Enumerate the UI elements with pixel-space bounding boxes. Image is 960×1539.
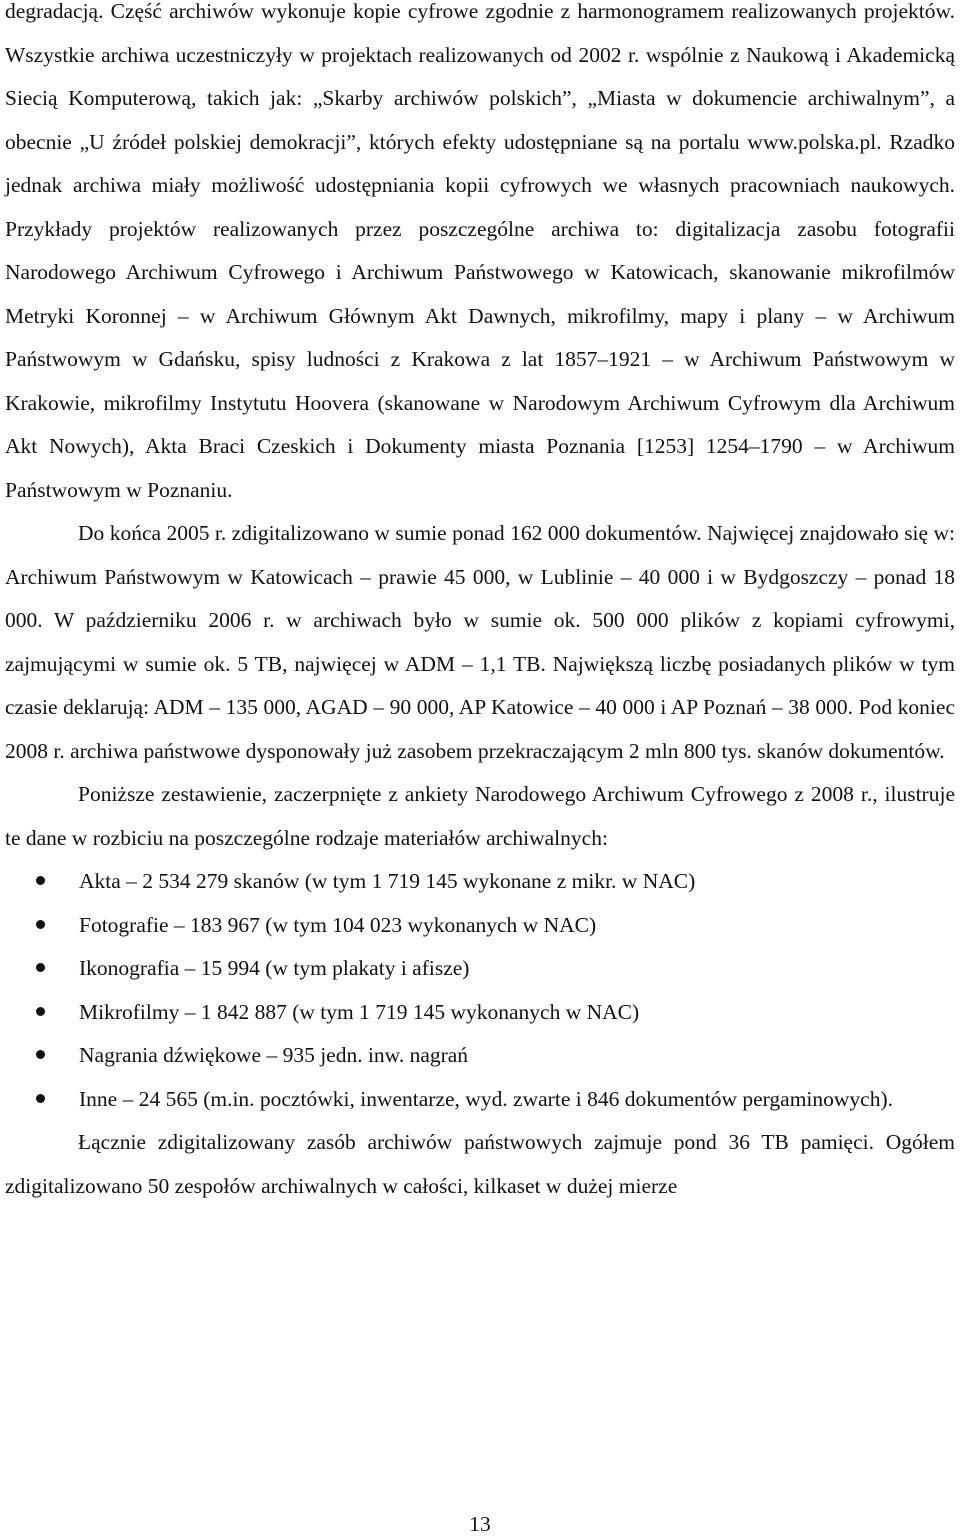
paragraph-summary-intro: Poniższe zestawienie, zaczerpnięte z ankiety Narodowego Archiwum Cyfrowego z 2008 r., ilustruje te dane w rozbiciu na poszczególne rodzaje materiałów archiwalnych: bbox=[5, 782, 955, 850]
materials-list bbox=[5, 860, 955, 1121]
list-item: Fotografie – 183 967 (w tym 104 023 wykonanych w NAC) bbox=[5, 904, 955, 948]
list-item: Nagrania dźwiękowe – 935 jedn. inw. nagrań bbox=[5, 1034, 955, 1078]
list-item: Akta – 2 534 279 skanów (w tym 1 719 145 wykonane z mikr. w NAC) bbox=[5, 860, 955, 904]
list-item: Mikrofilmy – 1 842 887 (w tym 1 719 145 wykonanych w NAC) bbox=[5, 991, 955, 1035]
document-body bbox=[5, 0, 955, 1208]
paragraph-statistics: Do końca 2005 r. zdigitalizowano w sumie ponad 162 000 dokumentów. Najwięcej znajdowało się w: Archiwum Państwowym w Katowicach – prawie 45 000, w Lublinie – 40 000 i w Bydgoszczy – ponad 18 000. W październiku 2006 r. w archiwach było w sumie ok. 500 000 plików z kopiami cyfrowymi, zajmującymi w sumie ok. 5 TB, najwięcej w ADM – 1,1 TB. Największą liczbę posiadanych plików w tym czasie deklarują: ADM – 135 000, AGAD – 90 000, AP Katowice – 40 000 i AP Poznań – 38 000. Pod koniec 2008 r. archiwa państwowe dysponowały już zasobem przekraczającym 2 mln 800 tys. skanów dokumentów. bbox=[5, 521, 955, 763]
list-item: Inne – 24 565 (m.in. pocztówki, inwentarze, wyd. zwarte i 846 dokumentów pergaminowych). bbox=[5, 1078, 955, 1122]
page-number: 13 bbox=[469, 1512, 491, 1536]
list-item: Ikonografia – 15 994 (w tym plakaty i afisze) bbox=[5, 947, 955, 991]
paragraph-projects: degradacją. Część archiwów wykonuje kopie cyfrowe zgodnie z harmonogramem realizowanych projektów. Wszystkie archiwa uczestniczyły w projektach realizowanych od 2002 r. wspólnie z Naukową i Akademicką Siecią Komputerową, takich jak: „Skarby archiwów polskich”, „Miasta w dokumencie archiwalnym”, a obecnie „U źródeł polskiej demokracji”, których efekty udostępniane są na portalu www.polska.pl. Rzadko jednak archiwa miały możliwość udostępniania kopii cyfrowych we własnych pracowniach naukowych. Przykłady projektów realizowanych przez poszczególne archiwa to: digitalizacja zasobu fotografii Narodowego Archiwum Cyfrowego i Archiwum Państwowego w Katowicach, skanowanie mikrofilmów Metryki Koronnej – w Archiwum Głównym Akt Dawnych, mikrofilmy, mapy i plany – w Archiwum Państwowym w Gdańsku, spisy ludności z Krakowa z lat 1857–1921 – w Archiwum Państwowym w Krakowie, mikrofilmy Instytutu Hoovera (skanowane w Narodowym Archiwum Cyfrowym dla Archiwum Akt Nowych), Akta Braci Czeskich i Dokumenty miasta Poznania [1253] 1254–1790 – w Archiwum Państwowym w Poznaniu. bbox=[5, 0, 955, 502]
paragraph-total-storage: Łącznie zdigitalizowany zasób archiwów państwowych zajmuje pond 36 TB pamięci. Ogółem zdigitalizowano 50 zespołów archiwalnych w całości, kilkaset w dużej mierze bbox=[5, 1130, 955, 1198]
